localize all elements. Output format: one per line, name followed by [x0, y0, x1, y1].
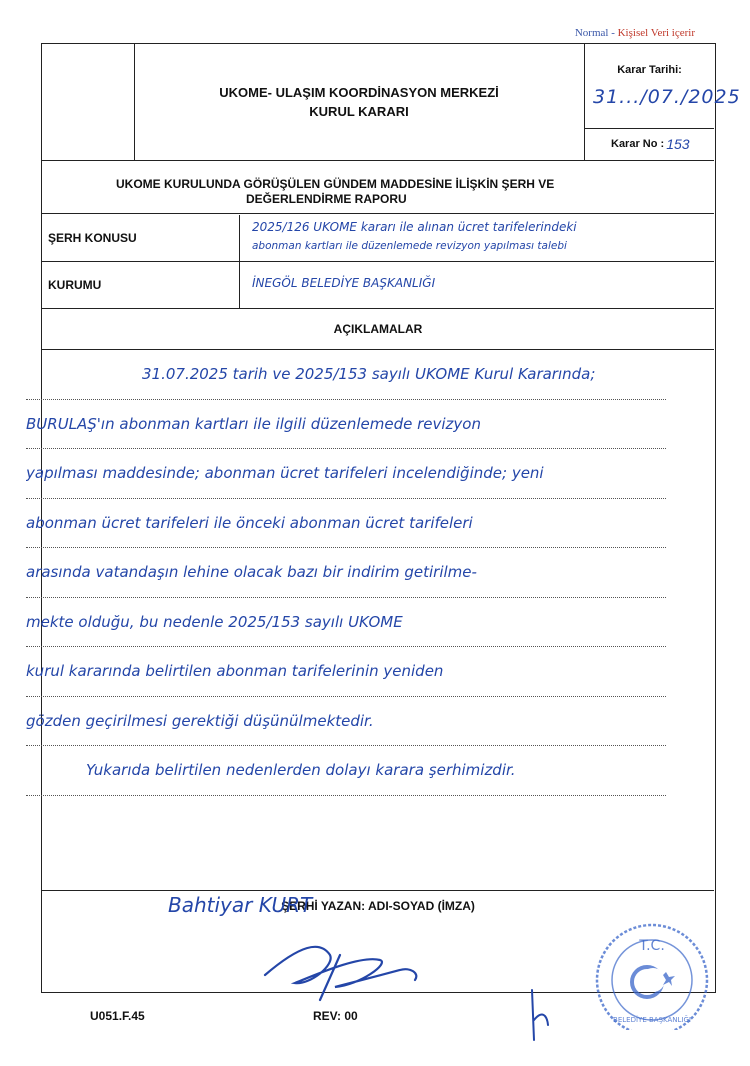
handwritten-signature	[240, 925, 440, 1005]
logo-cell	[42, 44, 135, 160]
form-header	[42, 44, 741, 161]
decision-date-label: Karar Tarihi:	[617, 64, 682, 76]
decision-date-value: 31.../07./2025	[593, 86, 741, 108]
institution-value: İNEGÖL BELEDİYE BAŞKANLIĞI	[252, 276, 436, 290]
subject-row	[42, 215, 714, 262]
signer-name: Bahtiyar KURT	[168, 893, 313, 917]
decision-number-label: Karar No :	[611, 138, 665, 150]
form-title-line1: UKOME- ULAŞIM KOORDİNASYON MERKEZİ	[219, 85, 499, 100]
body-line: gözden geçirilmesi gerektiği düşünülmektedir.	[26, 697, 666, 747]
form-title-line2: KURUL KARARI	[309, 104, 409, 119]
subject-value	[252, 215, 710, 261]
body-line: yapılması maddesinde; abonman ücret tarifeleri incelendiğinde; yeni	[26, 449, 666, 499]
body-line: 31.07.2025 tarih ve 2025/153 sayılı UKOME Kurul Kararında;	[26, 350, 666, 400]
decision-date-cell	[585, 44, 741, 129]
institution-label: KURUMU	[42, 262, 240, 308]
report-title-line2: DEĞERLENDİRME RAPORU	[246, 192, 407, 206]
signature-label: ŞERHİ YAZAN: ADI-SOYAD (İMZA)	[42, 890, 714, 921]
report-title	[42, 161, 714, 214]
subject-value-line2: abonman kartları ile düzenlemede revizyon yapılması talebi	[252, 240, 567, 252]
stamp-top-text: T.C.	[639, 938, 665, 954]
revision-label: REV: 00	[313, 1009, 358, 1023]
body-line: Yukarıda belirtilen nedenlerden dolayı karara şerhimizdir.	[26, 746, 666, 796]
initial-mark	[522, 985, 562, 1045]
explanations-heading: AÇIKLAMALAR	[42, 309, 714, 350]
stamp-ring-text: BELEDİYE BAŞKANLIĞI	[613, 1016, 691, 1024]
subject-value-line1: 2025/126 UKOME kararı ile alınan ücret tarifelerindeki	[252, 220, 577, 234]
institution-row	[42, 262, 714, 309]
classification-label: Normal - Kişisel Veri içerir	[574, 27, 695, 39]
form-code: U051.F.45	[90, 1009, 145, 1023]
decision-number-cell	[585, 128, 714, 160]
decision-number-value: 153	[666, 136, 690, 152]
report-title-line1: UKOME KURULUNDA GÖRÜŞÜLEN GÜNDEM MADDESİNE İLİŞKİN ŞERH VE	[116, 177, 555, 191]
body-line: arasında vatandaşın lehine olacak bazı bir indirim getirilme-	[26, 548, 666, 598]
body-line: abonman ücret tarifeleri ile önceki abonman ücret tarifeleri	[26, 499, 666, 549]
form-title	[134, 44, 585, 160]
subject-label: ŞERH KONUSU	[42, 215, 240, 261]
official-stamp	[587, 920, 717, 1030]
explanation-body	[26, 350, 666, 796]
classification-value: Kişisel Veri içerir	[617, 27, 695, 39]
body-line: BURULAŞ'ın abonman kartları ile ilgili düzenlemede revizyon	[26, 400, 666, 450]
body-line: kurul kararında belirtilen abonman tarifelerinin yeniden	[26, 647, 666, 697]
body-line: mekte olduğu, bu nedenle 2025/153 sayılı UKOME	[26, 598, 666, 648]
